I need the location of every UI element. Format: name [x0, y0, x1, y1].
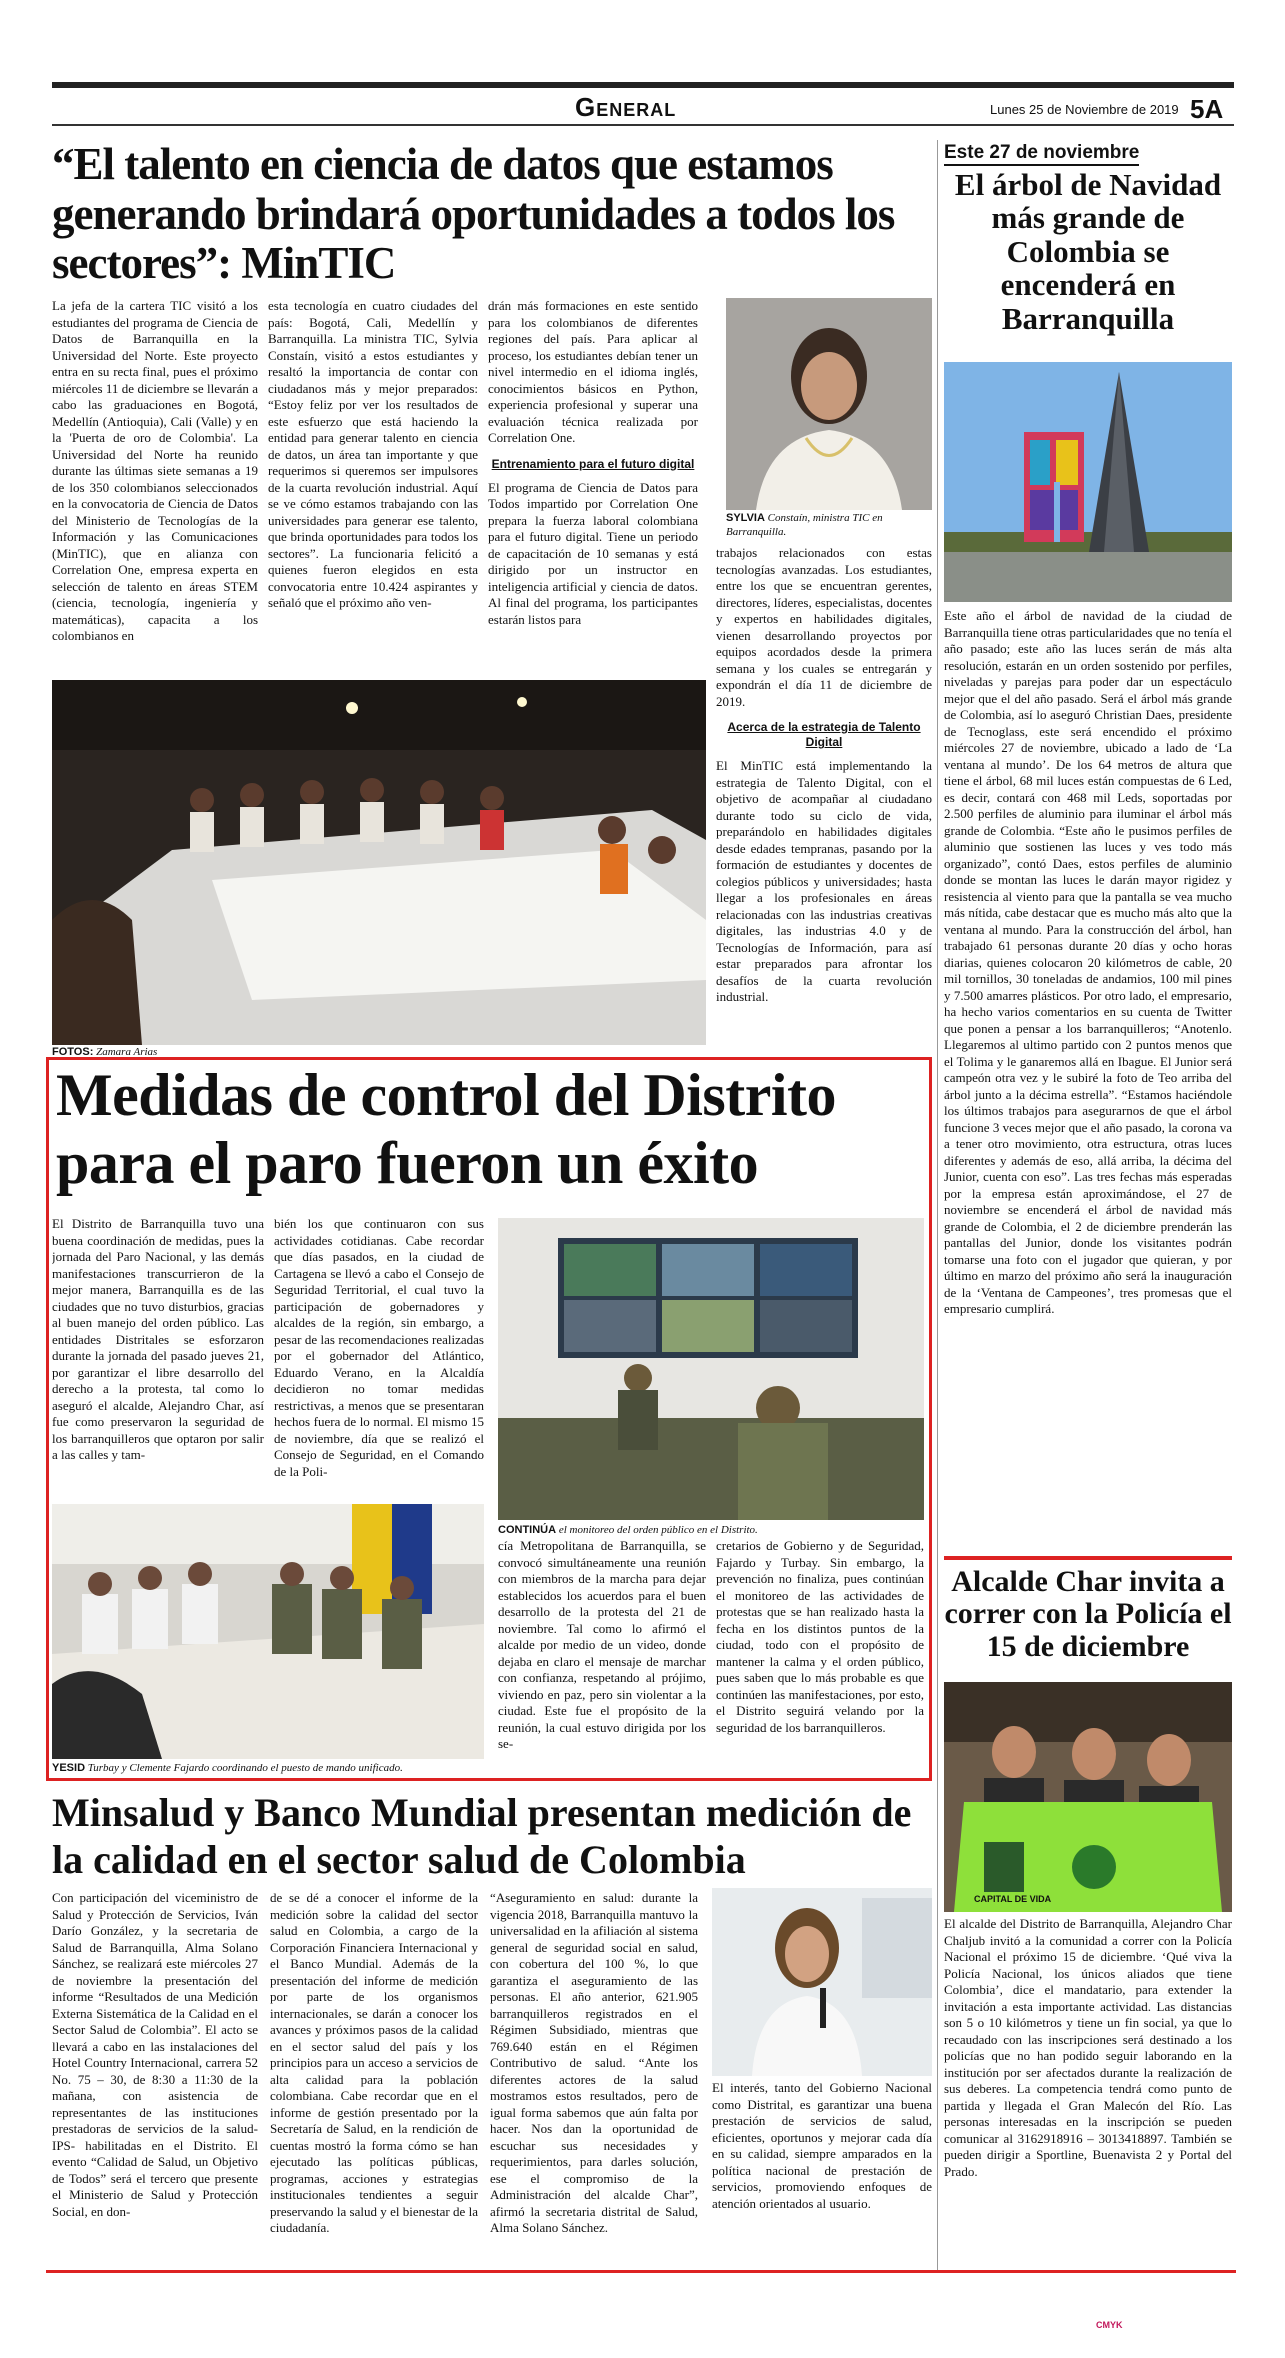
sidebar1-kicker: Este 27 de noviembre	[944, 142, 1139, 166]
sidebar2-body: El alcalde del Distrito de Barranquilla, Alejandro Char Chaljub invitó a la comunidad a correr con la Policía Nacional el próximo 15 de diciembre. ‘Qué viva la Policía Nacional, los únicos aliados que tiene Colombia’, dice el mandatario, para extender la invitación a esta importante actividad. Las distancias son 5 o 10 kilómetros y tiene un fin social, ya que lo recaudado con las inscripciones será destinado a los policías que no han podido seguir laborando en la institución por ser afectados durante la realización de sus deberes. La competencia tendrá como punto de partida y llegada el Gran Malecón del Río. Las personas interesadas en la inscripción se pueden comunicar al 3162918916 – 3013418897. También se pueden dirigir a Sportline, Buenavista 2 y Portal del Prado.	[944, 1916, 1232, 2179]
article1-col4-text-a: trabajos relacionados con estas tecnologías avanzadas. Los estudiantes, entre los que se encuentran gerentes, directores, líderes, especialistas, docentes y expertos en habilidades digitales, vienen desarrollando proyectos por equipos acordados desde la primera semana y los cuales se entregarán y expondrán el día 11 de diciembre de 2019.	[716, 545, 932, 709]
portrait-caption-name: SYLVIA	[726, 512, 765, 524]
page-number: 5A	[1190, 94, 1224, 124]
minister-portrait-photo	[726, 298, 932, 510]
photo-credit-name: Zamara Arias	[96, 1046, 158, 1058]
article1-col4	[716, 545, 932, 1045]
bottom-red-rule	[46, 2270, 1236, 2273]
article2-bottom-photo-caption	[52, 1762, 492, 1774]
article3-col1: Con participación del viceministro de Salud y Protección de Servicios, Iván Darío González, y la secretaria de Salud de Barranquilla, Alma Solano Sánchez, se realizará este miércoles 27 de noviembre la presentación del informe “Resultados de una Medición Externa Sistemática de la Calidad en el Sector Salud de Colombia”. El acto se llevará a cabo en las instalaciones del Hotel Country Internacional, carrera 52 No. 75 – 30, de 8:30 a 11:30 de la mañana, con asistencia de representantes de las instituciones prestadoras de servicios de la salud-IPS- habilitadas en el Distrito. El evento “Calidad de Salud, un Objetivo de Todos” será el tercero que presente el Ministerio de Salud y Protección Social, en don-	[52, 1890, 258, 2219]
command-center-photo	[498, 1218, 924, 1520]
article3-col2: de se dé a conocer el informe de la medición sobre la calidad del sector salud en Colombia, a cargo de la Corporación Financiera Internacional y el Banco Mundial. Además de la presentación del informe de medición por parte de los organismos internacionales, se darán a conocer los avances y próximos pasos de la calidad en el sector salud del país y los principios para un acceso a servicios de alta calidad para la población colombiana. Cabe recordar que en el informe de gestión presentado por la Secretaría de Salud, en la rendición de cuentas mostró la forma cómo se han ejecutado las políticas públicas, programas, acciones y estrategias institucionales tendientes a seguir preservando la salud y el bienestar de la ciudadanía.	[270, 1890, 478, 2235]
sidebar2-headline: Alcalde Char invita a correr con la Policía el 15 de diciembre	[944, 1565, 1232, 1663]
section-title: General	[575, 92, 677, 122]
article2-col4: cretarios de Gobierno y de Seguridad, Fajardo y Turbay. Sin embargo, la prevención no finaliza, pues continúan el monitoreo de las actividades de protestas que se han realizado hasta la fecha en los distintos puntos de la ciudad, todo con el propósito de mantener la calma y el orden público, pues saben que lo más probable es que continúen las manifestaciones, por esto, el Distrito seguirá velando por la seguridad de los barranquilleros.	[716, 1538, 924, 1735]
article1-col2: esta tecnología en cuatro ciudades del país: Bogotá, Cali, Medellín y Barranquilla. La ministra TIC, Sylvia Constaín, visitó a estos estudiantes y resaltó la importancia de contar con ciudadanos más y mejor preparados: “Estoy feliz por ver los resultados de este esfuerzo que está haciendo la entidad para generar talento en ciencia de datos, un área tan importante y que requerimos si queremos ser impulsores de la cuarta revolución industrial. Aquí se ve cómo estamos trabajando con las universidades para generar ese talento, que brinda oportunidades para todos los sectores”. La funcionaria felicitó a quienes fueron elegidos en esta convocatoria entre 10.424 aspirantes y señaló que el próximo año ven-	[268, 298, 478, 610]
article3-col3: “Aseguramiento en salud: durante la vigencia 2018, Barranquilla mantuvo la universalidad en la afiliación al sistema general de seguridad social en salud, con cobertura del 100 %, lo que garantiza el aseguramiento de las personas. El año anterior, 621.905 barranquilleros registrados en el Régimen Subsidiado, mientras que 769.640 están en el Régimen Contributivo de salud. “Ante los diferentes actores de la salud mostramos estos resultados, pero de igual forma sabemos que aún falta por hacer. Nos dan la oportunidad de escuchar sus necesidades y requerimientos, para darles solución, ese el compromiso de la Administración del alcalde Char”, afirmó la secretaria distrital de Salud, Alma Solano Sánchez.	[490, 1890, 698, 2235]
sidebar1-body: Este año el árbol de navidad de la ciudad de Barranquilla tiene otras particularidades que no tenía el año pasado; este año las luces serán de más alta resolución, estarán en un orden sostenido por perfiles, niveladas y parejas para poder dar un espectáculo mejor que el del año pasado. Será el árbol más grande de Colombia, así lo aseguró Christian Daes, presidente de Tecnoglass, este será encendido el próximo miércoles 27 de noviembre, ubicado a lado de ‘La ventana al mundo’. De los 64 metros de altura que tiene el árbol, 68 mil luces están compuestas de 6 Led, es decir, contará con 468 mil Leds, soportadas por 2.500 perfiles de aluminio para iluminar el árbol más grande de Colombia. “Este año le pusimos perfiles de aluminio que sostienen las luces y ves todo más organizado”, contó Daes, estos perfiles de aluminio donde se montan las luces le darán mayor rigidez y resistencia al viento para que la pantalla se vea mucho más nítida, cabe destacar que es mucho más alto que la ventana al mundo. Para la construcción del árbol, han trabajado 61 personas durante 20 días y ocho horas diarias, quienes colocaron 20 kilómetros de cable, 20 mil tornillos, 30 toneladas de andamios, 100 mil pines y 7.500 amarres plásticos. Por otro lado, el empresario, ha hecho varios comentarios en su cuenta de Twitter que ponen a pensar a los barranquilleros; “Anotenlo. Llegaremos al ultimo partido con 2 puntos menos que el Tolima y le ganaremos allá en Ibague. El Junior será campeón otra vez y le subiré la foto de Teo arriba del árbol junto a la décima estrella”. “Estamos haciéndole los últimos trabajos para asegurarnos de que el árbol funcione 3 veces mejor que el año pasado, la corona va a tener otro movimiento, otra estructura, otras luces diferentes y además de eso, allá arriba, la décima del Junior, cuenta con eso”. Las tres fechas más esperadas por la empresa están aproximándose, el 27 de noviembre se encenderá el árbol de navidad más grande de Colombia, el 2 de diciembre prenderán las pantallas del Junior, donde los visitantes podrán tomarse una foto con el jugador que quieran, y por último en marzo del próximo año será la inauguración de la ‘Ventana de Campeones’, tres promesas que el empresario cumplirá.	[944, 608, 1232, 1316]
top-rule	[52, 82, 1234, 88]
cmyk-mark: CMYK	[1096, 2320, 1123, 2330]
classroom-meeting-photo	[52, 680, 706, 1045]
column-separator	[937, 140, 938, 2270]
issue-date: Lunes 25 de Noviembre de 2019	[990, 102, 1179, 117]
article1-col3	[488, 298, 698, 678]
article1-headline: “El talento en ciencia de datos que estamos generando brindará oportunidades a todos los sectores”: MinTIC	[52, 139, 895, 288]
article1-subhead1: Entrenamiento para el futuro digital	[491, 456, 695, 471]
sidebar1-headline: El árbol de Navidad más grande de Colombia se encenderá en Barranquilla	[954, 167, 1222, 336]
mayor-police-run-photo	[944, 1682, 1232, 1912]
article1-col3-text-b: El programa de Ciencia de Datos para Todos impartido por Correlation One prepara la fuerza laboral colombiana para el futuro digital. Tiene un periodo de capacitación de 10 semanas y está dirigido por un instructor en inteligencia artificial y ciencia de datos. Al final del programa, los participantes estarán listos para	[488, 479, 698, 627]
article1-col3-text-a: drán más formaciones en este sentido para los colombianos de diferentes regiones del país. Para aplicar al proceso, los estudiantes debían tener un nivel intermedio en el idioma inglés, conocimientos básicos en Python, experiencia profesional y superar una evaluación técnica realizada por Correlation One.	[488, 298, 698, 445]
health-secretary-photo	[712, 1888, 932, 2076]
article2-col2: bién los que continuaron con sus actividades cotidianas. Cabe recordar que días pasados, en la ciudad de Cartagena se llevó a cabo el Consejo de Seguridad Territorial, el cual tuvo la participación de gobernadores y alcaldes de la región, sin embargo, a pesar de las recomendaciones realizadas por el gobernador del Atlántico, Eduardo Verano, en la Alcaldía decidieron no tomar medidas restrictivas, a menos que se presentaran hechos fuera de lo normal. El mismo 15 de noviembre, día que se realizó el Consejo de Seguridad, en el Comando de la Poli-	[274, 1216, 484, 1479]
article3-col4: El interés, tanto del Gobierno Nacional como Distrital, es garantizar una buena prestación de servicios de salud, eficientes, oportunos y mejorar cada día en su calidad, siempre amparados en la política nacional de prestación de servicios, promoviendo enfoques de atención orientados al usuario.	[712, 2080, 932, 2211]
article1-col4-text-b: El MinTIC está implementando la estrategia de Talento Digital, con el objetivo de acompañar al ciudadano durante todo su ciclo de vida, preparándolo en habilidades digitales desde edades tempranas, pasando por la formación de estudiantes y docentes de colegios públicos y universidades; hasta llegar a los profesionales en áreas relacionadas con las industrias creativas digitales, las industrias 4.0 y de Tecnologías de Información, para así estar preparados para afrontar los desafíos de la cuarta revolución industrial.	[716, 758, 932, 1005]
christmas-tree-photo	[944, 362, 1232, 602]
bottom-caption-text: Turbay y Clemente Fajardo coordinando el puesto de mando unificado.	[87, 1762, 403, 1774]
bottom-caption-label: YESID	[52, 1762, 86, 1774]
article1-col1: La jefa de la cartera TIC visitó a los estudiantes del programa de Ciencia de Datos de Barranquilla en la Universidad del Norte. Este proyecto entra en su recta final, pues el próximo miércoles 11 de diciembre se llevarán a cabo las graduaciones en Bogotá, Medellín (Antioquia), Cali (Valle) y en la 'Puerta de oro de Colombia'. La Universidad del Norte ha reunido durante las últimas siete semanas a 19 de los 350 colombianos seleccionados en la convocatoria de Ciencia de Datos del Ministerio de Tecnologías de la Información y las Comunicaciones (MinTIC), que en alianza con Correlation One, empresa experta en selección de talento en áreas STEM (ciencia, tecnología, ingeniería y matemáticas), capacita a los colombianos en	[52, 298, 258, 643]
article3-headline: Minsalud y Banco Mundial presentan medición de la calidad en el sector salud de Colombia	[52, 1790, 912, 1882]
top-caption-label: CONTINÚA	[498, 1524, 557, 1536]
shirt-text: CAPITAL DE VIDA	[974, 1894, 1052, 1904]
article2-top-photo-caption	[498, 1524, 924, 1536]
mayor-meeting-photo	[52, 1504, 484, 1759]
article2-col3: cía Metropolitana de Barranquilla, se convocó simultáneamente una reunión con miembros de la marcha para dejar establecidos los acuerdos para el buen desarrollo de la protesta del 21 de noviembre. Tal como lo afirmó el alcalde por medio de un video, donde dejaba en claro el mensaje de marchar con confianza, respetando al prójimo, viviendo en paz, pero sin violentar a la ciudad. Este fue el propósito de la reunión, la cual estuvo dirigida por los se-	[498, 1538, 706, 1751]
header-underline	[52, 124, 1234, 126]
article2-headline: Medidas de control del Distrito para el paro fueron un éxito	[56, 1062, 836, 1196]
portrait-caption	[726, 512, 932, 540]
portrait-caption-text: Constaín, ministra TIC en Barranquilla.	[726, 512, 883, 538]
sidebar-divider	[944, 1556, 1232, 1560]
article1-subhead2: Acerca de la estrategia de Talento Digital	[727, 720, 921, 750]
photo-credit-label: FOTOS:	[52, 1046, 94, 1058]
top-caption-text: el monitoreo del orden público en el Distrito.	[558, 1524, 758, 1536]
article2-col1: El Distrito de Barranquilla tuvo una buena coordinación de medidas, pues la jornada del Paro Nacional, y las demás manifestaciones transcurrieron de la mejor manera, Barranquilla es de las ciudades que no tuvo disturbios, gracias al buen manejo del orden público. Las entidades Distritales se esforzaron durante la jornada del pasado jueves 21, por garantizar el libre desarrollo del derecho a la protesta, tal como lo aseguró el alcalde, Alejandro Char, así fue como preservaron la seguridad de los barranquilleros que optaron por salir a las calles y tam-	[52, 1216, 264, 1462]
